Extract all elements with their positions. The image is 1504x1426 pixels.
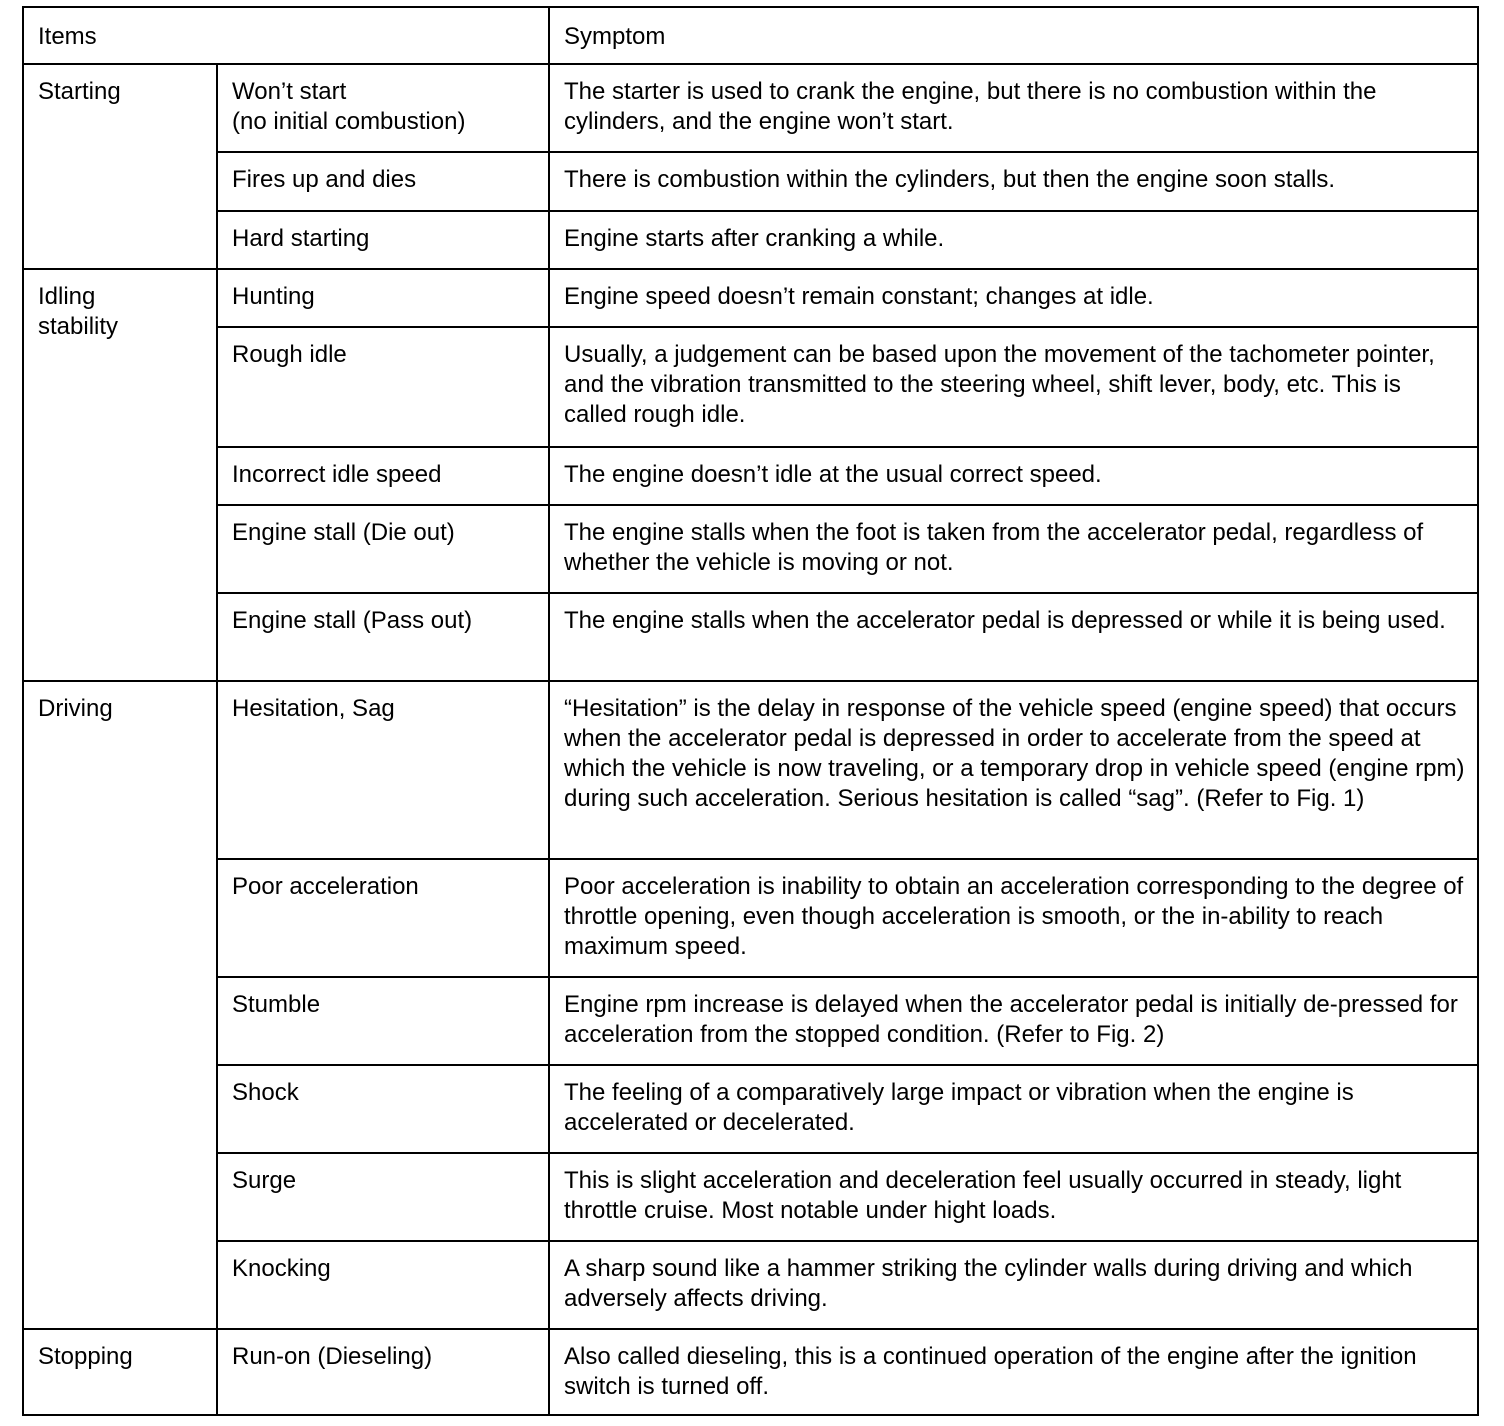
table-row: [23, 1241, 1478, 1329]
table-row: [23, 1065, 1478, 1153]
symptom-cell: Usually, a judgement can be based upon the movement of the tachometer pointer, and the vibration transmitted to the steering wheel, shift lever, body, etc. This is called rough idle.: [549, 327, 1478, 447]
category-line: stability: [38, 313, 119, 340]
header-row: [23, 7, 1478, 64]
item-cell: Stumble: [217, 977, 549, 1065]
header-items: Items: [23, 7, 549, 64]
symptom-cell: The starter is used to crank the engine, but there is no combustion within the cylinders, and the engine won’t start.: [549, 64, 1478, 152]
table-row: [23, 269, 1478, 327]
symptom-cell: The engine stalls when the accelerator pedal is depressed or while it is being used.: [549, 593, 1478, 681]
item-sublabel: (no initial combustion): [232, 108, 466, 135]
symptom-cell: Also called dieseling, this is a continued operation of the engine after the ignition switch is turned off.: [549, 1329, 1478, 1415]
symptom-cell: This is slight acceleration and deceleration feel usually occurred in steady, light throttle cruise. Most notable under hight loads.: [549, 1153, 1478, 1241]
item-cell: Surge: [217, 1153, 549, 1241]
symptom-cell: “Hesitation” is the delay in response of the vehicle speed (engine speed) that occurs when the accelerator pedal is depressed in order to accelerate from the speed at which the vehicle is now traveling, or a temporary drop in vehicle speed (engine rpm) during such acceleration. Serious hesitation is called “sag”. (Refer to Fig. 1): [549, 681, 1478, 859]
item-cell: Hunting: [217, 269, 549, 327]
category-cell: Starting: [23, 64, 217, 269]
table-row: [23, 1153, 1478, 1241]
table-row: [23, 211, 1478, 269]
header-symptom: Symptom: [549, 7, 1478, 64]
symptom-cell: Poor acceleration is inability to obtain an acceleration corresponding to the degree of throttle opening, even though acceleration is smooth, or the in-ability to reach maximum speed.: [549, 859, 1478, 977]
symptom-cell: The feeling of a comparatively large impact or vibration when the engine is accelerated or decelerated.: [549, 1065, 1478, 1153]
table-row: [23, 859, 1478, 977]
category-cell: Driving: [23, 681, 217, 1329]
item-label: Won’t start: [232, 78, 347, 105]
symptom-cell: There is combustion within the cylinders, but then the engine soon stalls.: [549, 152, 1478, 211]
symptom-table: [22, 6, 1479, 1416]
item-cell: Engine stall (Die out): [217, 505, 549, 593]
symptom-cell: Engine speed doesn’t remain constant; changes at idle.: [549, 269, 1478, 327]
symptom-cell: The engine stalls when the foot is taken from the accelerator pedal, regardless of whether the vehicle is moving or not.: [549, 505, 1478, 593]
table-row: [23, 681, 1478, 859]
table-row: [23, 64, 1478, 152]
symptom-cell: A sharp sound like a hammer striking the cylinder walls during driving and which adversely affects driving.: [549, 1241, 1478, 1329]
table-row: [23, 447, 1478, 505]
item-cell: Hard starting: [217, 211, 549, 269]
item-cell: Poor acceleration: [217, 859, 549, 977]
item-cell: Hesitation, Sag: [217, 681, 549, 859]
table-row: [23, 593, 1478, 681]
table-row: [23, 1329, 1478, 1415]
table-row: [23, 327, 1478, 447]
item-cell: Fires up and dies: [217, 152, 549, 211]
table-row: [23, 152, 1478, 211]
item-cell: Engine stall (Pass out): [217, 593, 549, 681]
item-cell: Knocking: [217, 1241, 549, 1329]
item-cell: Shock: [217, 1065, 549, 1153]
category-cell: [23, 269, 217, 681]
table-row: [23, 977, 1478, 1065]
item-cell: [217, 64, 549, 152]
item-cell: Run-on (Dieseling): [217, 1329, 549, 1415]
item-cell: Rough idle: [217, 327, 549, 447]
category-line: Idling: [38, 283, 96, 310]
table-row: [23, 505, 1478, 593]
symptom-cell: Engine rpm increase is delayed when the accelerator pedal is initially de-pressed for acceleration from the stopped condition. (Refer to Fig. 2): [549, 977, 1478, 1065]
symptom-cell: Engine starts after cranking a while.: [549, 211, 1478, 269]
category-cell: Stopping: [23, 1329, 217, 1415]
symptom-cell: The engine doesn’t idle at the usual correct speed.: [549, 447, 1478, 505]
item-cell: Incorrect idle speed: [217, 447, 549, 505]
